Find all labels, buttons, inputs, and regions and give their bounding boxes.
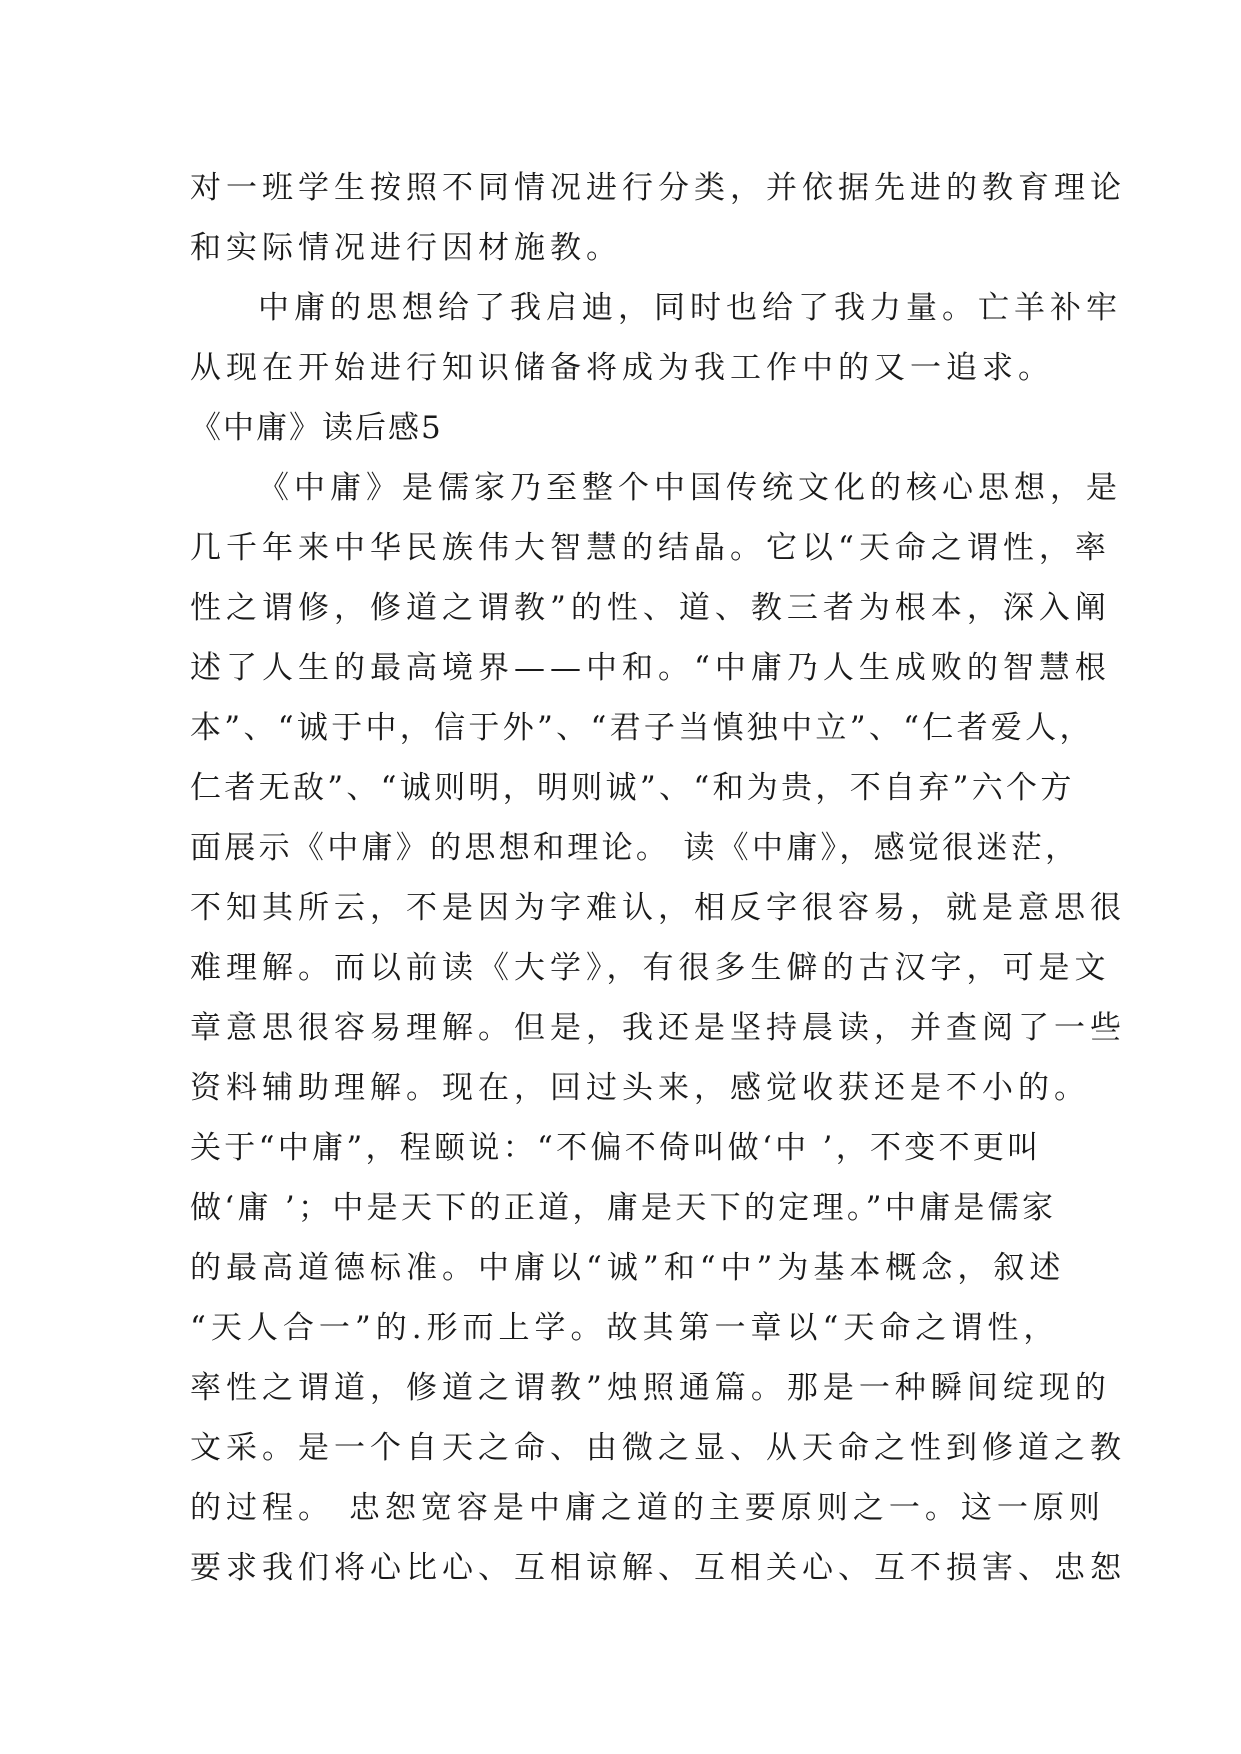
paragraph-start-line: 《中庸》是儒家乃至整个中国传统文化的核心思想，是 [258,470,1122,506]
text-line: 不知其所云，不是因为字难认，相反字很容易，就是意思很 [190,890,1126,926]
text-line: 面展示《中庸》的思想和理论。 读《中庸》，感觉很迷茫， [190,830,1080,866]
text-line: 做‘庸 ’；中是天下的正道，庸是天下的定理。”中庸是儒家 [190,1190,1057,1226]
section-heading: 《中庸》读后感5 [190,410,443,446]
text-line: 关于“中庸”，程颐说：“不偏不倚叫做‘中 ’，不变不更叫 [190,1130,1042,1166]
text-line: 对一班学生按照不同情况进行分类，并依据先进的教育理论 [190,170,1126,206]
text-line: 从现在开始进行知识储备将成为我工作中的又一追求。 [190,350,1054,386]
text-line: 要求我们将心比心、互相谅解、互相关心、互不损害、忠恕 [190,1550,1126,1586]
text-line: 仁者无敌”、“诚则明，明则诚”、“和为贵，不自弃”六个方 [190,770,1075,806]
text-line: 文采。是一个自天之命、由微之显、从天命之性到修道之教 [190,1430,1126,1466]
text-line: “天人合一”的.形而上学。故其第一章以“天命之谓性， [190,1310,1060,1346]
text-line: 的最高道德标准。中庸以“诚”和“中”为基本概念，叙述 [190,1250,1066,1286]
body-text [190,158,1126,1598]
text-line: 和实际情况进行因材施教。 [190,230,622,266]
text-line: 本”、“诚于中，信于外”、“君子当慎独中立”、“仁者爱人， [190,710,1094,746]
text-line: 率性之谓道，修道之谓教”烛照通篇。那是一种瞬间绽现的 [190,1370,1111,1406]
text-line: 性之谓修，修道之谓教”的性、道、教三者为根本，深入阐 [190,590,1111,626]
paragraph-start-line: 中庸的思想给了我启迪，同时也给了我力量。亡羊补牢 [258,290,1122,326]
text-line: 资料辅助理解。现在，回过头来，感觉收获还是不小的。 [190,1070,1090,1106]
text-line: 的过程。 忠恕宽容是中庸之道的主要原则之一。这一原则 [190,1490,1105,1526]
text-line: 述了人生的最高境界——中和。“中庸乃人生成败的智慧根 [190,650,1111,686]
text-line: 难理解。而以前读《大学》，有很多生僻的古汉字，可是文 [190,950,1111,986]
text-line: 几千年来中华民族伟大智慧的结晶。它以“天命之谓性，率 [190,530,1111,566]
text-line: 章意思很容易理解。但是，我还是坚持晨读，并查阅了一些 [190,1010,1126,1046]
